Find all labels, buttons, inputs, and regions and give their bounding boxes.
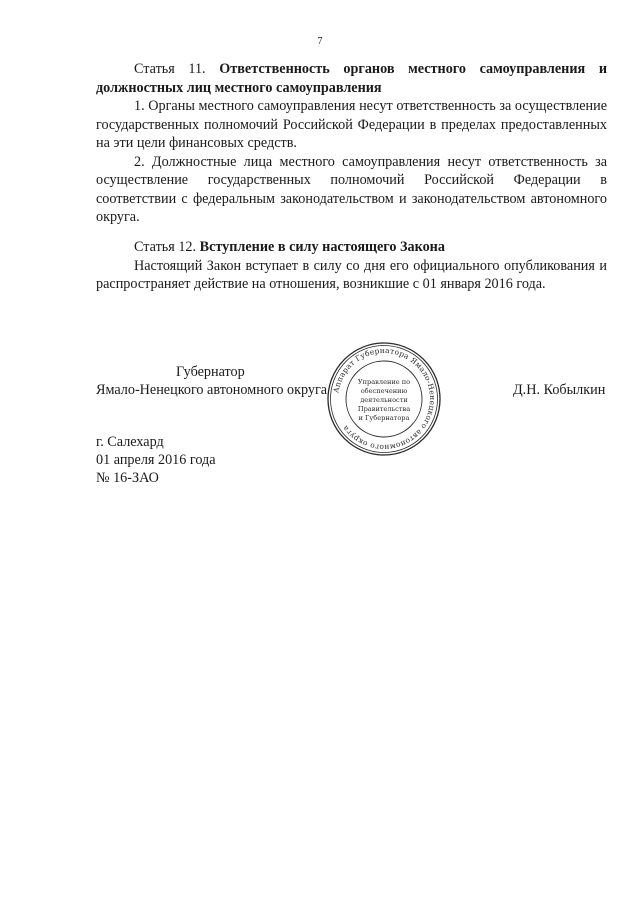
seal-graphic — [325, 340, 443, 458]
signatory-name: Д.Н. Кобылкин — [513, 382, 606, 398]
seal-inner-line-2: обеспечению — [360, 387, 408, 395]
signatory-title: Губернатор — [176, 364, 245, 380]
article-11 — [96, 60, 607, 227]
article-12 — [96, 238, 607, 294]
seal-inner-line-1: Управление по — [357, 378, 411, 386]
article-11-paragraph-2: 2. Должностные лица местного самоуправления несут ответственность за осуществление государственных полномочий Российской Федерации в соответствии с федеральным законодательством и законодательством автономного округа. — [96, 153, 607, 225]
article-12-paragraph-1: Настоящий Закон вступает в силу со дня его официального опубликования и распространяет действие на отношения, возникшие с 01 января 2016 года. — [96, 257, 607, 292]
article-11-label: Статья 11. — [134, 61, 206, 77]
seal-inner-line-3: деятельности — [360, 396, 408, 404]
seal-inner-line-5: и Губернатора — [358, 414, 410, 422]
article-11-heading — [96, 60, 607, 97]
official-seal — [325, 340, 443, 458]
signing-date: 01 апреля 2016 года — [96, 452, 216, 468]
signing-city: г. Салехард — [96, 434, 164, 450]
article-12-heading — [96, 238, 607, 257]
article-12-title: Вступление в силу настоящего Закона — [199, 239, 445, 255]
article-11-title: Ответственность органов местного самоуправления и должностных лиц местного самоуправления — [96, 61, 607, 96]
seal-inner-line-4: Правительства — [357, 405, 411, 413]
page-number: 7 — [317, 36, 323, 47]
seal-outer-text: Аппарат Губернатора Ямало-Ненецкого автономного округа — [331, 345, 438, 453]
signatory-region: Ямало-Ненецкого автономного округа — [96, 382, 328, 398]
article-11-paragraph-1: 1. Органы местного самоуправления несут ответственность за осуществление государственных полномочий Российской Федерации в пределах предоставленных на эти цели финансовых средств. — [96, 98, 607, 151]
article-12-label: Статья 12. — [134, 239, 197, 255]
law-number: № 16-ЗАО — [96, 470, 159, 486]
